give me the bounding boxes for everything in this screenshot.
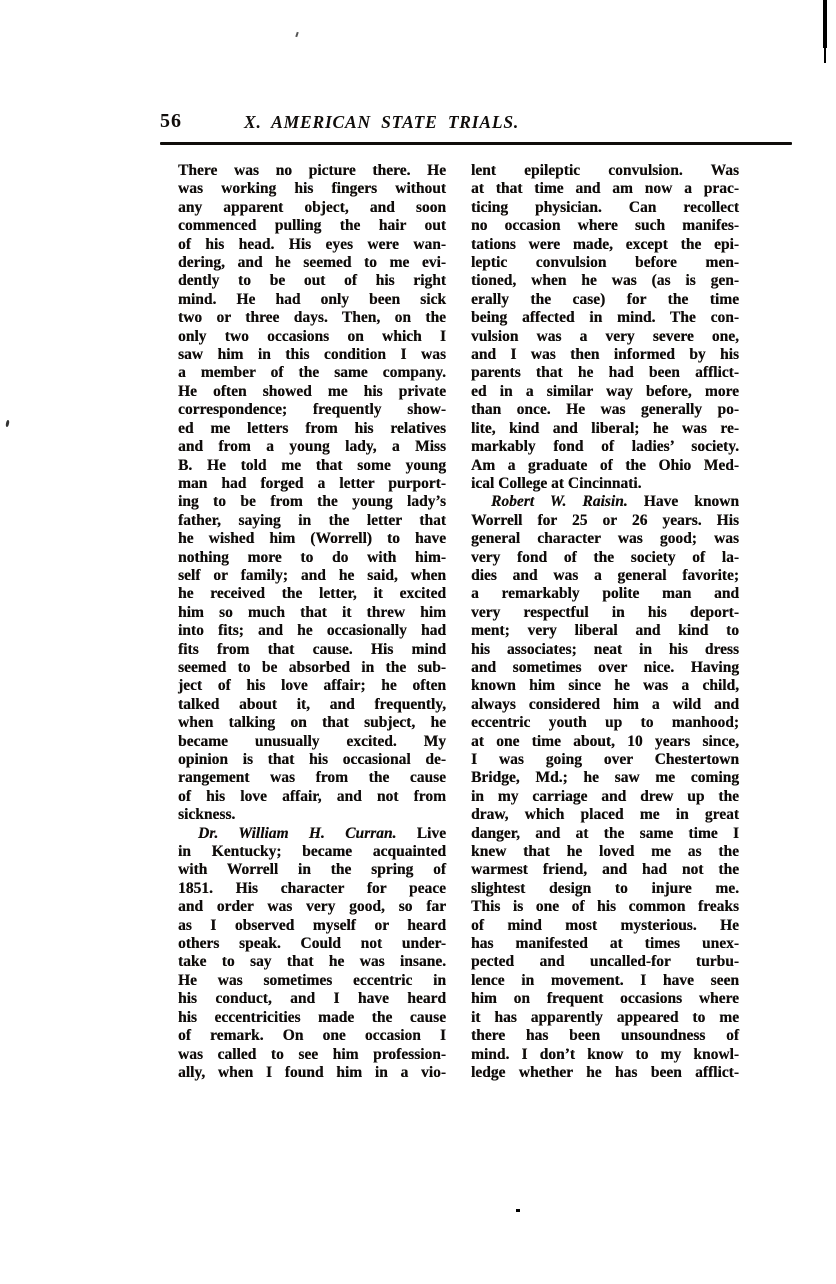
text-line: dently to be out of his right <box>178 272 446 290</box>
text-line: has manifested at times unex- <box>471 935 739 953</box>
text-line: always considered him a wild and <box>471 695 739 713</box>
text-line: father, saying in the letter that <box>178 511 446 529</box>
text-line: man had forged a letter purport- <box>178 474 446 492</box>
text-line: general character was good; was <box>471 530 739 548</box>
text-line: ment; very liberal and kind to <box>471 622 739 640</box>
text-line: his conduct, and I have heard <box>178 990 446 1008</box>
text-line: Robert W. Raisin. Have known <box>491 493 739 511</box>
text-line: Bridge, Md.; he saw me coming <box>471 769 739 787</box>
text-line: him on frequent occasions where <box>471 990 739 1008</box>
text-line: at that time and am now a prac- <box>471 180 739 198</box>
text-line: he wished him (Worrell) to have <box>178 530 446 548</box>
text-line: when talking on that subject, he <box>178 714 446 732</box>
text-line: being affected in mind. The con- <box>471 309 739 327</box>
text-line: slightest design to injure me. <box>471 879 739 897</box>
text-line: knew that he loved me as the <box>471 843 739 861</box>
text-line: lite, kind and liberal; he was re- <box>471 419 739 437</box>
text-line: and from a young lady, a Miss <box>178 438 446 456</box>
text-line: danger, and at the same time I <box>471 824 739 842</box>
text-line: parents that he had been afflict- <box>471 364 739 382</box>
text-line: ing to be from the young lady’s <box>178 493 446 511</box>
text-line: vulsion was a very severe one, <box>471 327 739 345</box>
text-line: draw, which placed me in great <box>471 806 739 824</box>
text-line: a member of the same company. <box>178 364 446 382</box>
text-line: sickness. <box>178 806 236 824</box>
text-line: he received the letter, it excited <box>178 585 446 603</box>
text-line: was called to see him profession- <box>178 1045 446 1063</box>
text-line: pected and uncalled-for turbu- <box>471 953 739 971</box>
scan-artifact-bar <box>823 0 827 48</box>
text-line: and order was very good, so far <box>178 898 446 916</box>
text-line: of his love affair, and not from <box>178 787 446 805</box>
text-line: markably fond of ladies’ society. <box>471 438 739 456</box>
text-line: self or family; and he said, when <box>178 566 446 584</box>
text-line: any apparent object, and soon <box>178 198 446 216</box>
text-line: in my carriage and drew up the <box>471 787 739 805</box>
scan-artifact-bar-thin <box>824 48 826 63</box>
running-title: X. AMERICAN STATE TRIALS. <box>244 112 520 132</box>
text-line: There was no picture there. He <box>178 162 446 179</box>
text-line: fits from that cause. His mind <box>178 640 446 658</box>
text-line: two or three days. Then, on the <box>178 309 446 327</box>
text-line: at one time about, 10 years since, <box>471 732 739 750</box>
text-line: warmest friend, and had not the <box>471 861 739 879</box>
text-line: dering, and he seemed to me evi- <box>178 254 446 272</box>
text-line: talked about it, and frequently, <box>178 695 446 713</box>
text-line: him so much that it threw him <box>178 603 446 621</box>
text-column-right <box>471 162 739 1082</box>
header-rule <box>160 142 792 145</box>
text-line: in Kentucky; became acquainted <box>178 843 446 861</box>
text-line: He was sometimes eccentric in <box>178 971 446 989</box>
text-line: very fond of the society of la- <box>471 548 739 566</box>
text-line: dies and was a general favorite; <box>471 566 739 584</box>
text-line: seemed to be absorbed in the sub- <box>178 658 446 676</box>
text-line: He often showed me his private <box>178 382 446 400</box>
text-line: lence in movement. I have seen <box>471 971 739 989</box>
text-line: his associates; neat in his dress <box>471 640 739 658</box>
scan-speck-top <box>295 32 298 37</box>
text-line: Dr. William H. Curran. Live <box>198 824 446 842</box>
page-number: 56 <box>160 110 182 132</box>
text-line: eccentric youth up to manhood; <box>471 714 739 732</box>
text-line: ed in a similar way before, more <box>471 382 739 400</box>
text-line: as I observed myself or heard <box>178 916 446 934</box>
text-line: it has apparently appeared to me <box>471 1008 739 1026</box>
text-line: ed me letters from his relatives <box>178 419 446 437</box>
text-line: of remark. On one occasion I <box>178 1027 446 1045</box>
text-line: tations were made, except the epi- <box>471 235 739 253</box>
text-line: ject of his love affair; he often <box>178 677 446 695</box>
text-line: correspondence; frequently show- <box>178 401 446 419</box>
text-line: became unusually excited. My <box>178 732 446 750</box>
text-line: no occasion where such manifes- <box>471 217 739 235</box>
text-line: ally, when I found him in a vio- <box>178 1063 446 1081</box>
text-line: into fits; and he occasionally had <box>178 622 446 640</box>
text-line: and sometimes over nice. Having <box>471 658 739 676</box>
text-line: lent epileptic convulsion. Was <box>471 162 739 179</box>
text-line: This is one of his common freaks <box>471 898 739 916</box>
text-line: others speak. Could not under- <box>178 935 446 953</box>
text-line: take to say that he was insane. <box>178 953 446 971</box>
text-line: nothing more to do with him- <box>178 548 446 566</box>
text-line: saw him in this condition I was <box>178 346 446 364</box>
text-line: very respectful in his deport- <box>471 603 739 621</box>
text-line: B. He told me that some young <box>178 456 446 474</box>
text-line: of mind most mysterious. He <box>471 916 739 934</box>
text-line: ical College at Cincinnati. <box>471 474 642 492</box>
text-line: 1851. His character for peace <box>178 879 446 897</box>
text-line: commenced pulling the hair out <box>178 217 446 235</box>
text-line: ledge whether he has been afflict- <box>471 1063 739 1081</box>
text-line: leptic convulsion before men- <box>471 254 739 272</box>
text-line: there has been unsoundness of <box>471 1027 739 1045</box>
text-line: ticing physician. Can recollect <box>471 198 739 216</box>
scan-speck-bottom <box>516 1209 520 1212</box>
text-line: was working his fingers without <box>178 180 446 198</box>
scan-mark-left-margin <box>5 420 9 427</box>
text-line: Worrell for 25 or 26 years. His <box>471 511 739 529</box>
text-line: than once. He was generally po- <box>471 401 739 419</box>
text-column-left <box>178 162 446 1082</box>
text-line: known him since he was a child, <box>471 677 739 695</box>
text-line: only two occasions on which I <box>178 327 446 345</box>
text-line: tioned, when he was (as is gen- <box>471 272 739 290</box>
text-line: I was going over Chestertown <box>471 751 739 768</box>
text-line: Am a graduate of the Ohio Med- <box>471 456 739 474</box>
text-line: mind. He had only been sick <box>178 290 446 308</box>
text-line: rangement was from the cause <box>178 769 446 787</box>
text-line: his eccentricities made the cause <box>178 1008 446 1026</box>
text-line: a remarkably polite man and <box>471 585 739 603</box>
text-line: opinion is that his occasional de- <box>178 751 446 768</box>
text-line: and I was then informed by his <box>471 346 739 364</box>
text-line: of his head. His eyes were wan- <box>178 235 446 253</box>
text-line: with Worrell in the spring of <box>178 861 446 879</box>
text-line: mind. I don’t know to my knowl- <box>471 1045 739 1063</box>
text-line: erally the case) for the time <box>471 290 739 308</box>
